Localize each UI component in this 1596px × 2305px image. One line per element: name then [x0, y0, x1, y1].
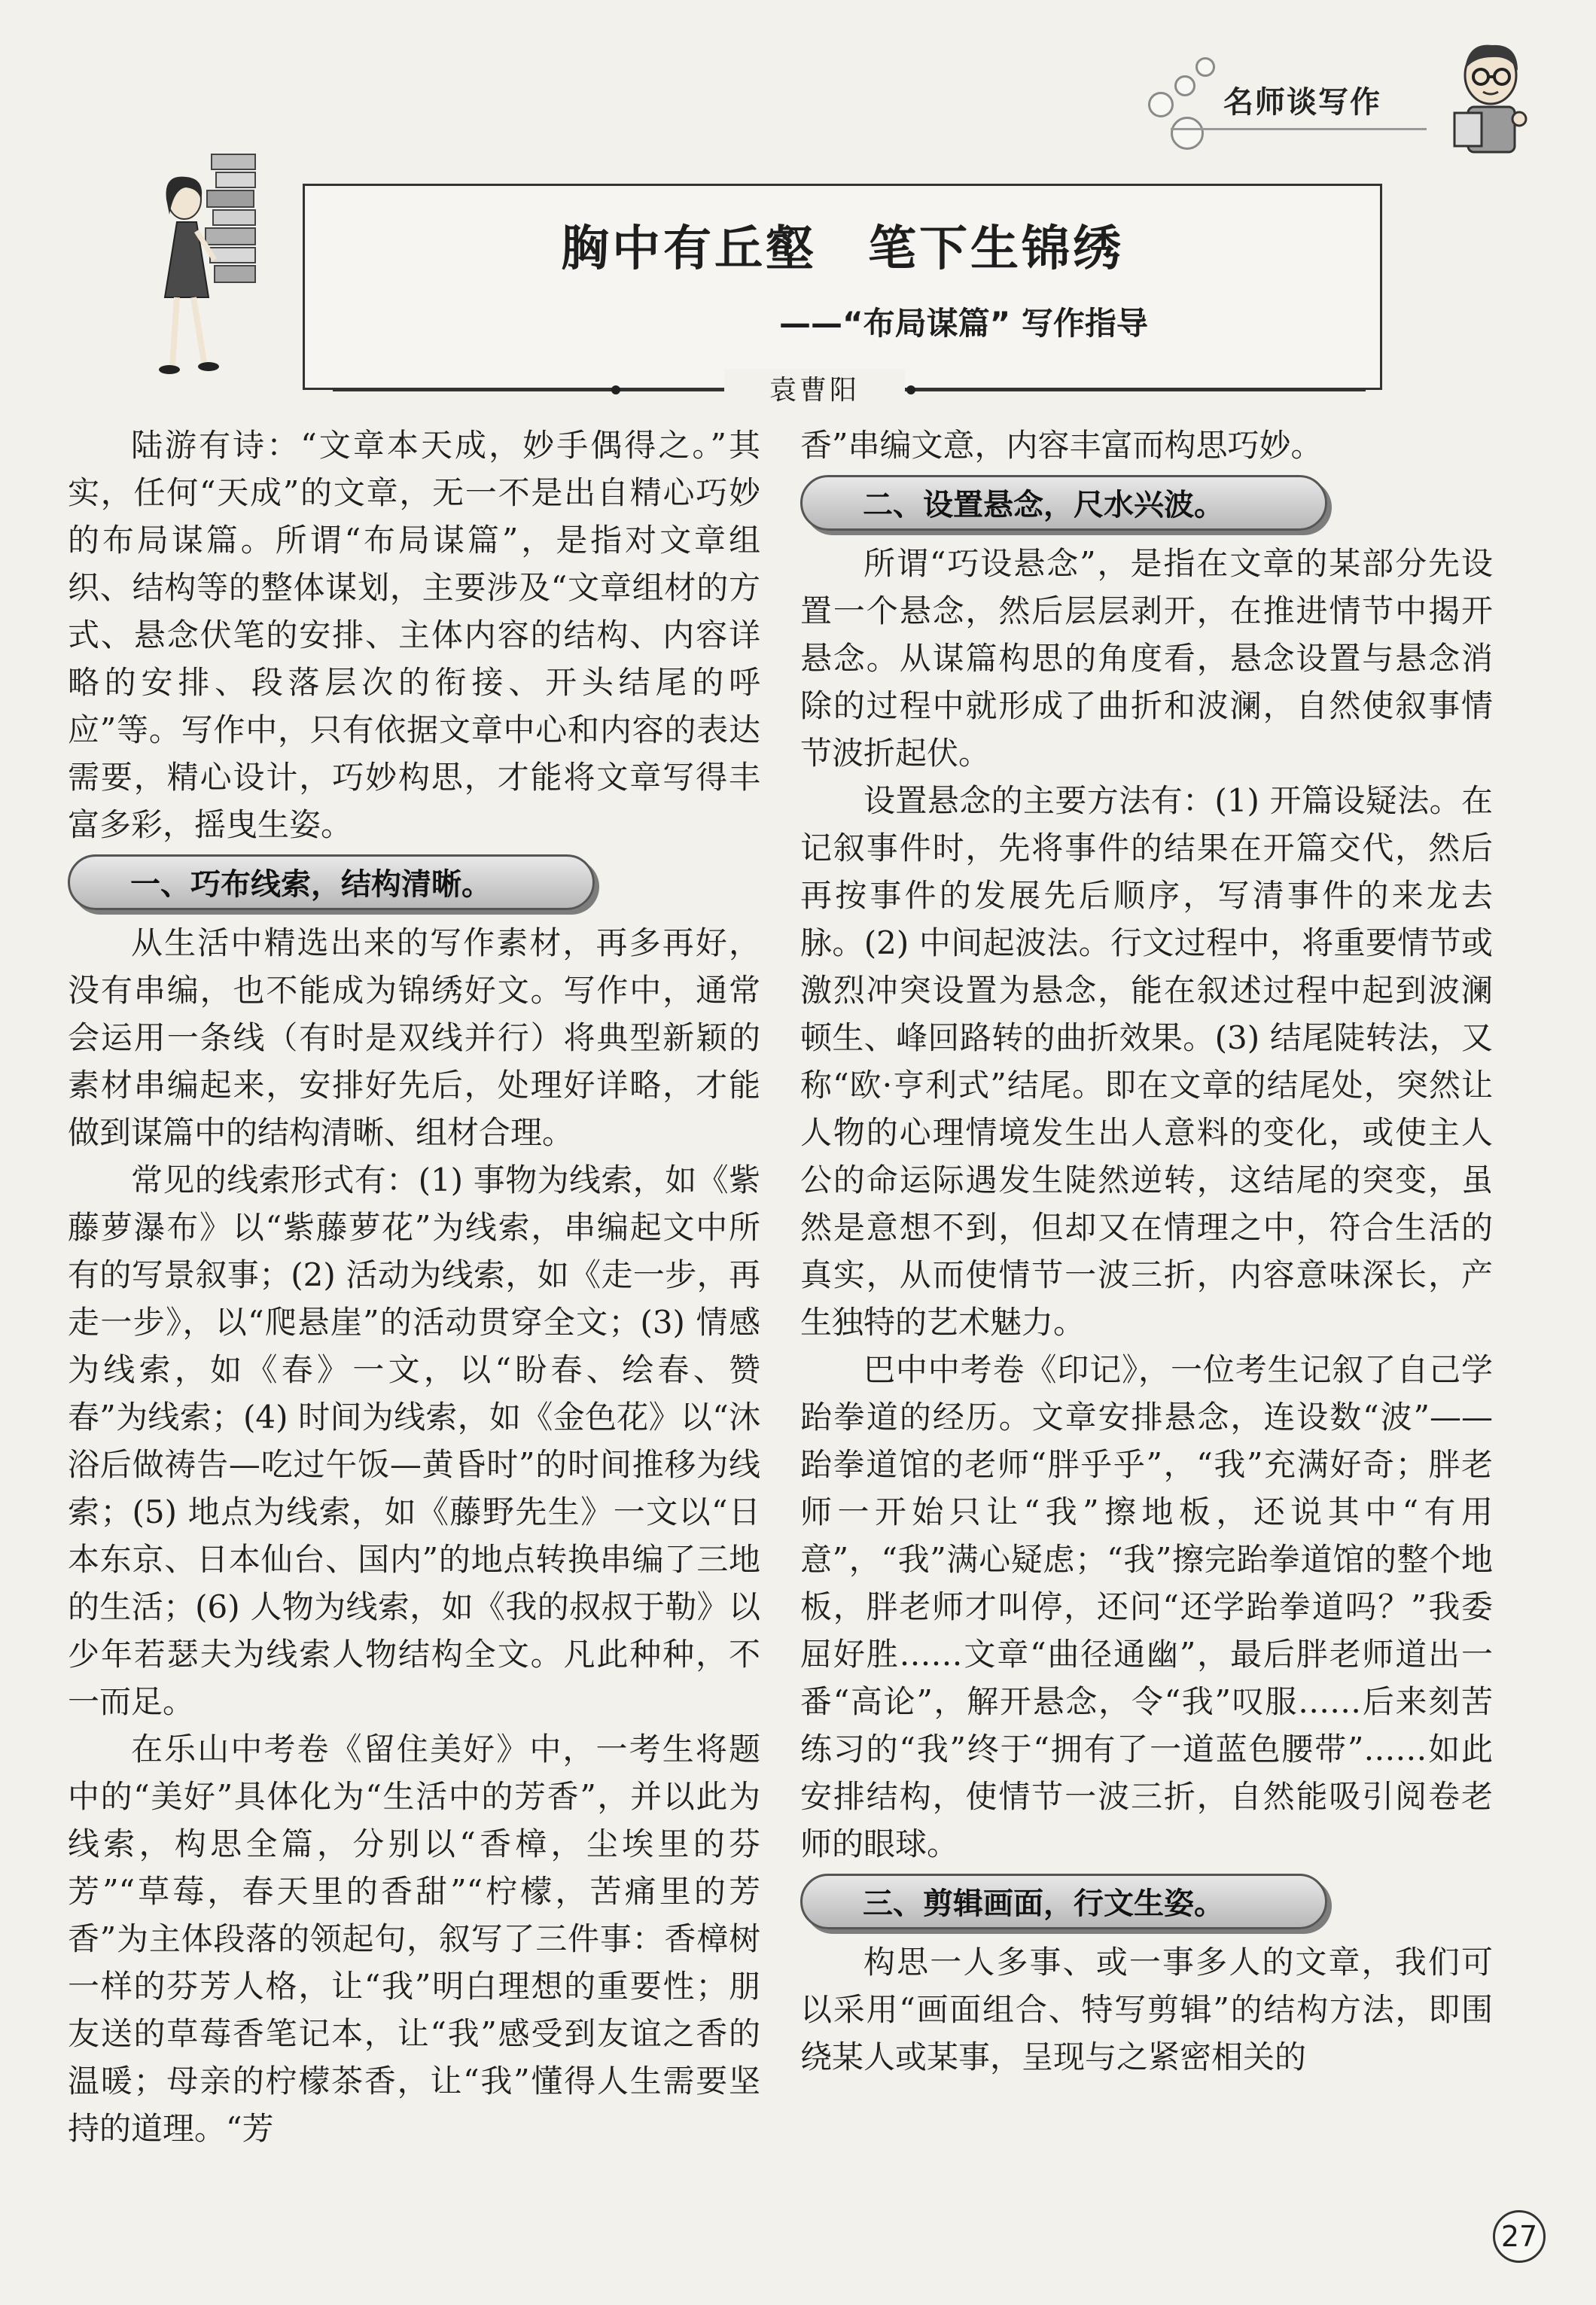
decor-bubble: [1174, 75, 1195, 96]
header-rule: [1171, 128, 1427, 130]
author-rule-right: [906, 389, 1366, 391]
decor-bubble: [1171, 117, 1204, 150]
section-heading-2: 二、设置悬念，尺水兴波。: [800, 475, 1327, 531]
decor-bubble: [1148, 92, 1174, 117]
section-heading-1: 一、巧布线索，结构清晰。: [68, 854, 595, 910]
intro-paragraph: 陆游有诗：“文章本天成，妙手偶得之。”其实，任何“天成”的文章，无一不是出自精心巧妙的布局谋篇。所谓“布局谋篇”，是指对文章组织、结构等的整体谋划，主要涉及“文章组材的方式、悬念伏笔的安排、主体内容的结构、内容详略的安排、段落层次的衔接、开头结尾的呼应”等。写作中，只有依据文章中心和内容的表达需要，精心设计，巧妙构思，才能将文章写得丰富多彩，摇曳生姿。: [68, 427, 760, 843]
girl-with-books-icon: [147, 147, 279, 388]
paragraph: 所谓“巧设悬念”，是指在文章的某部分先设置一个悬念，然后层层剥开，在推进情节中揭开悬念。从谋篇构思的角度看，悬念设置与悬念消除的过程中就形成了曲折和波澜，自然使叙事情节波折起伏。: [800, 545, 1493, 772]
teacher-reading-icon: [1445, 38, 1536, 158]
right-column: [800, 422, 1493, 2081]
continued-paragraph: 香”串编文意，内容丰富而构思巧妙。: [800, 427, 1323, 464]
page-number: 27: [1493, 2210, 1546, 2263]
paragraph: 在乐山中考卷《留住美好》中，一考生将题中的“美好”具体化为“生活中的芳香”，并以此为线索，构思全篇，分别以“香樟，尘埃里的芬芳”“草莓，春天里的香甜”“柠檬，苦痛里的芳香”为主体段落的领起句，叙写了三件事：香樟树一样的芬芳人格，让“我”明白理想的重要性；朋友送的草莓香笔记本，让“我”感受到友谊之香的温暖；母亲的柠檬茶香，让“我”懂得人生需要坚持的道理。“芳: [68, 1731, 760, 2147]
author-dot-right: [906, 385, 915, 394]
paragraph: 常见的线索形式有：(1) 事物为线索，如《紫藤萝瀑布》以“紫藤萝花”为线索，串编起文中所有的写景叙事；(2) 活动为线索，如《走一步，再走一步》，以“爬悬崖”的活动贯穿全文；(3) 情感为线索，如《春》一文，以“盼春、绘春、赞春”为线索；(4) 时间为线索，如《金色花》以“沐浴后做祷告—吃过午饭—黄昏时”的时间推移为线索；(5) 地点为线索，如《藤野先生》一文以“日本东京、日本仙台、国内”的地点转换串编了三地的生活；(6) 人物为线索，如《我的叔叔于勒》以少年若瑟夫为线索人物结构全文。凡此种种，不一而足。: [68, 1162, 760, 1720]
author-row: [303, 369, 1382, 414]
title-box: [303, 184, 1382, 390]
section-heading-3: 三、剪辑画面，行文生姿。: [800, 1874, 1327, 1929]
left-column: [68, 422, 760, 2152]
paragraph: 构思一人多事、或一事多人的文章，我们可以采用“画面组合、特写剪辑”的结构方法，即围绕某人或某事，呈现与之紧密相关的: [800, 1944, 1493, 2075]
column-tag: 名师谈写作: [1223, 85, 1381, 120]
article-subtitle: ——“布局谋篇” 写作指导: [779, 305, 1148, 342]
decor-bubble: [1195, 57, 1215, 77]
article-title: 胸中有丘壑 笔下生锦绣: [561, 221, 1124, 277]
author-dot-left: [611, 385, 620, 394]
author-name: 袁曹阳: [724, 369, 905, 407]
paragraph: 巴中中考卷《印记》，一位考生记叙了自己学跆拳道的经历。文章安排悬念，连设数“波”——跆拳道馆的老师“胖乎乎”，“我”充满好奇；胖老师一开始只让“我”擦地板，还说其中“有用意”，“我”满心疑虑；“我”擦完跆拳道馆的整个地板，胖老师才叫停，还问“还学跆拳道吗？”我委屈好胜……文章“曲径通幽”，最后胖老师道出一番“高论”，解开悬念，令“我”叹服……后来刻苦练习的“我”终于“拥有了一道蓝色腰带”……如此安排结构，使情节一波三折，自然能吸引阅卷老师的眼球。: [800, 1351, 1493, 1862]
paragraph: 从生活中精选出来的写作素材，再多再好，没有串编，也不能成为锦绣好文。写作中，通常会运用一条线（有时是双线并行）将典型新颖的素材串编起来，安排好先后，处理好详略，才能做到谋篇中的结构清晰、组材合理。: [68, 924, 760, 1151]
paragraph: 设置悬念的主要方法有：(1) 开篇设疑法。在记叙事件时，先将事件的结果在开篇交代，然后再按事件的发展先后顺序，写清事件的来龙去脉。(2) 中间起波法。行文过程中，将重要情节或激烈冲突设置为悬念，能在叙述过程中起到波澜顿生、峰回路转的曲折效果。(3) 结尾陡转法，又称“欧·亨利式”结尾。即在文章的结尾处，突然让人物的心理情境发生出人意料的变化，或使主人公的命运际遇发生陡然逆转，这结尾的突变，虽然是意想不到，但却又在情理之中，符合生活的真实，从而使情节一波三折，内容意味深长，产生独特的艺术魅力。: [800, 782, 1493, 1341]
